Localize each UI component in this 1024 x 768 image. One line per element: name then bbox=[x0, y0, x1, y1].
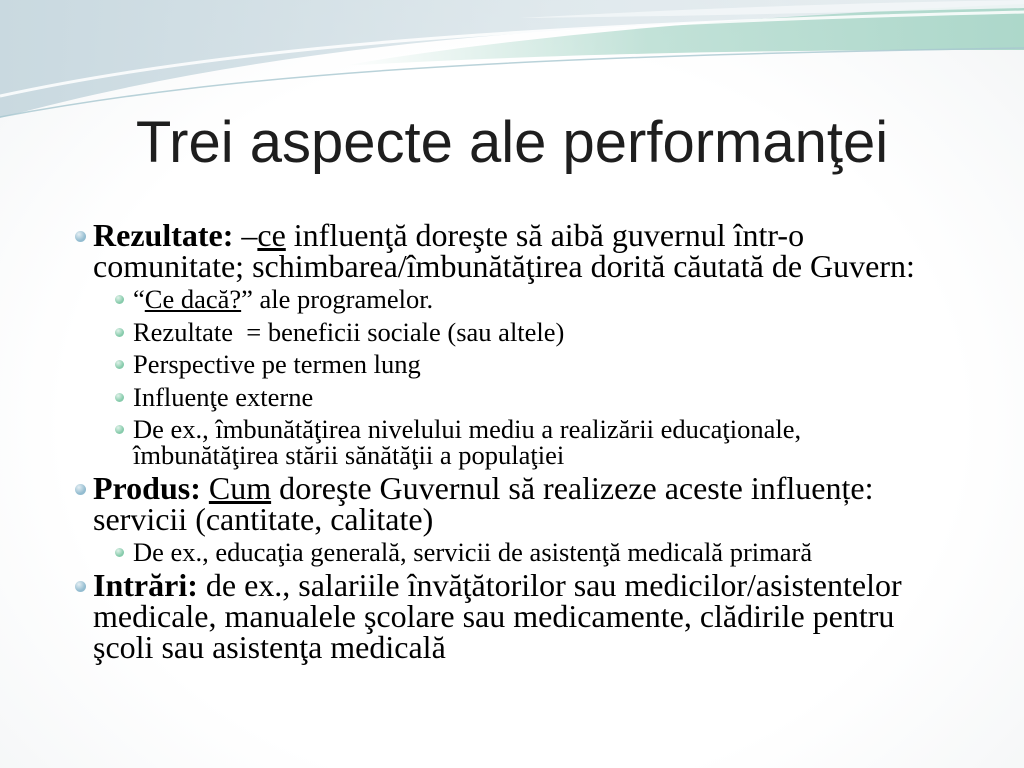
bullet-text: doreşte Guvernul să realizeze aceste influențe: servicii (cantitate, calitate) bbox=[93, 470, 882, 537]
bullet-list bbox=[75, 217, 938, 665]
underlined-text: Ce dacă? bbox=[144, 284, 242, 314]
bullet-intrari bbox=[75, 567, 938, 665]
underlined-text: Cum bbox=[208, 470, 272, 506]
sub-bullet-item bbox=[115, 416, 938, 468]
sub-bullet-icon bbox=[115, 360, 124, 369]
sub-bullet-icon bbox=[115, 425, 124, 434]
sub-bullet-text: “ bbox=[133, 284, 145, 314]
sub-bullet-icon bbox=[115, 328, 124, 337]
sub-bullet-text: Rezultate = beneficii sociale (sau altele) bbox=[133, 316, 565, 347]
bullet-icon bbox=[75, 484, 86, 495]
slide-title: Trei aspecte ale performanţei bbox=[135, 110, 889, 175]
bullet-label: Rezultate: bbox=[93, 217, 234, 253]
sub-bullet-icon bbox=[115, 295, 124, 304]
sub-bullet-item bbox=[115, 316, 938, 347]
sub-bullet-list bbox=[115, 539, 938, 565]
bullet-icon bbox=[75, 581, 86, 592]
bullet-label: Produs: bbox=[93, 470, 201, 506]
bullet-label: Intrări: bbox=[93, 567, 198, 603]
sub-bullet-list bbox=[115, 286, 938, 468]
bullet-icon bbox=[75, 231, 86, 242]
sub-bullet-text: Influenţe externe bbox=[133, 381, 314, 412]
sub-bullet-item bbox=[115, 381, 938, 412]
underlined-text: ce bbox=[257, 217, 286, 253]
bullet-text: influenţă doreşte să aibă guvernul într-o comunitate; schimbarea/îmbunătăţirea dorită căutată de Guvern: bbox=[93, 217, 915, 284]
sub-bullet-text: ” ale programelor. bbox=[241, 284, 434, 314]
sub-bullet-item bbox=[115, 539, 938, 565]
bullet-rezultate bbox=[75, 217, 938, 470]
bullet-text: de ex., salariile învăţătorilor sau medicilor/asistentelor medicale, manualele şcolare sau medicamente, clădirile pentru şcoli sau asistenţa medicală bbox=[93, 567, 910, 665]
sub-bullet-text: De ex., educaţia generală, servicii de asistenţă medicală primară bbox=[133, 537, 813, 567]
sub-bullet-text: De ex., îmbunătăţirea nivelului mediu a realizării educaţionale, îmbunătăţirea stării sănătăţii a populaţiei bbox=[133, 414, 808, 470]
sub-bullet-item bbox=[115, 286, 938, 312]
sub-bullet-icon bbox=[115, 393, 124, 402]
bullet-produs bbox=[75, 470, 938, 567]
slide-body bbox=[75, 217, 938, 665]
sub-bullet-icon bbox=[115, 548, 124, 557]
sub-bullet-text: Perspective pe termen lung bbox=[133, 349, 421, 379]
bullet-text: – bbox=[241, 217, 258, 253]
sub-bullet-item bbox=[115, 351, 938, 377]
